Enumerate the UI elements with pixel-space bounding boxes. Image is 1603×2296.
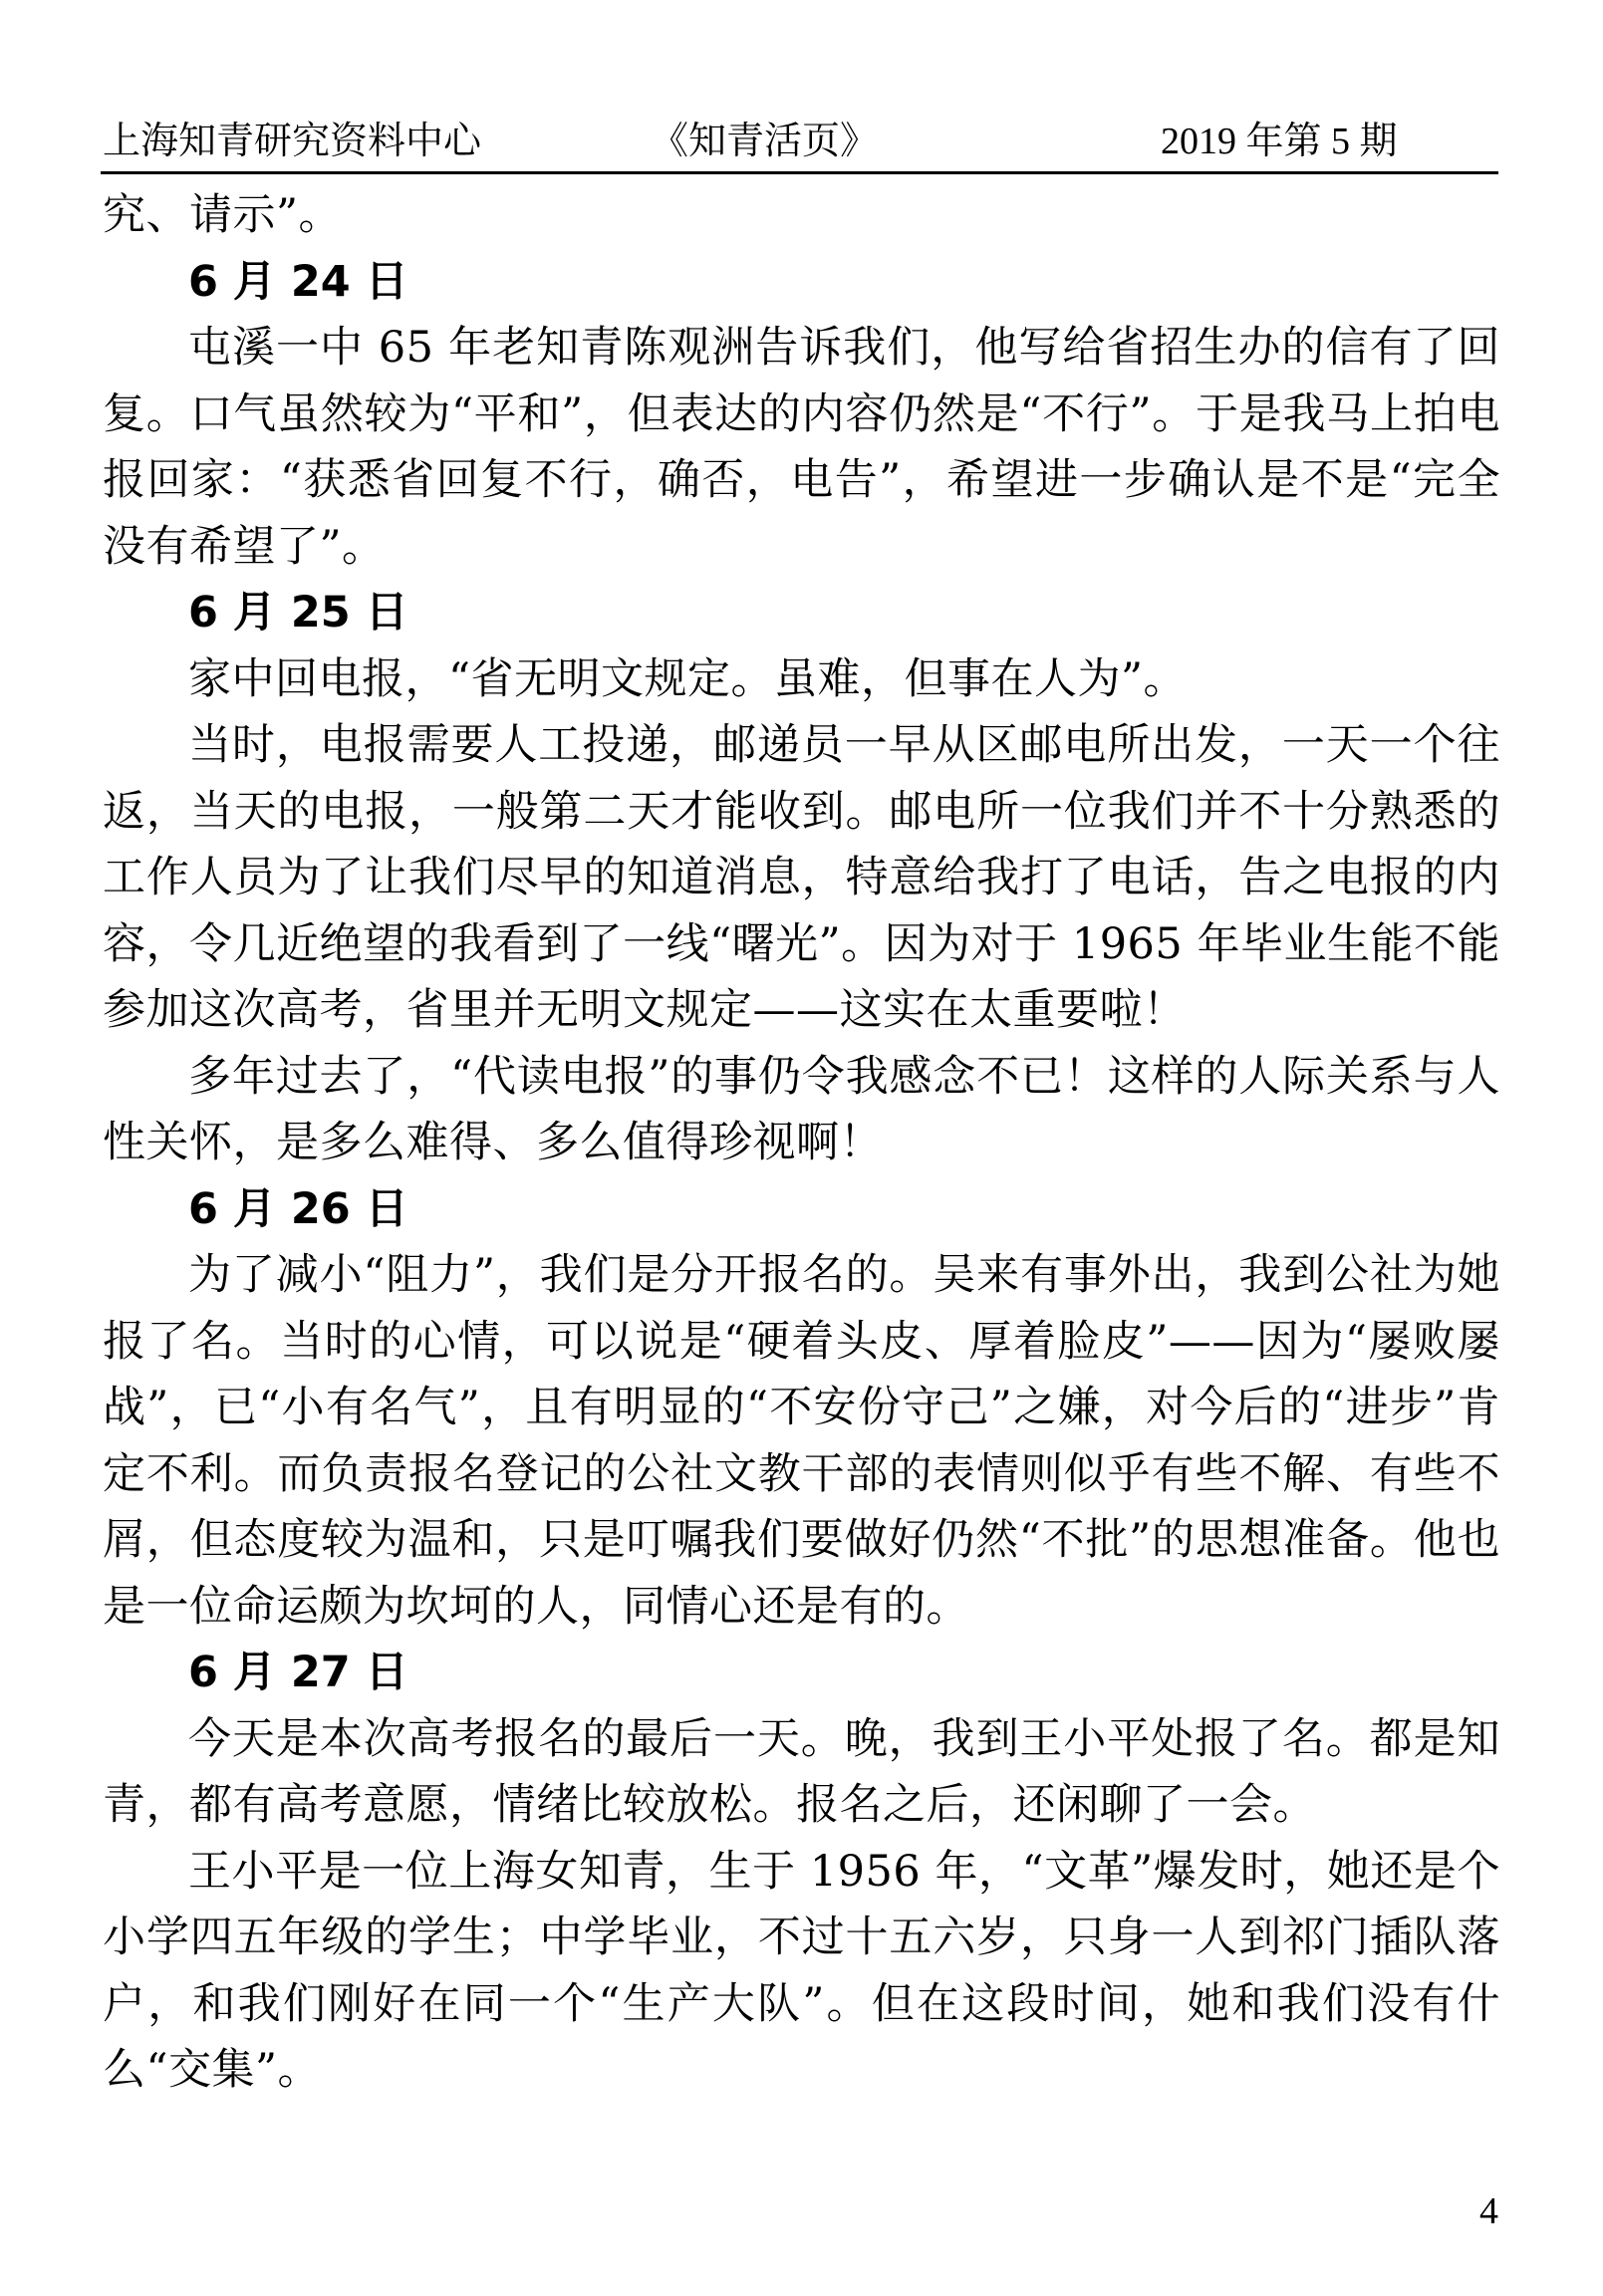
date-heading: 6 月 25 日 <box>188 588 408 638</box>
paragraph: 家中回电报，“省无明文规定。虽难，但事在人为”。 <box>188 653 1187 704</box>
header-rule <box>101 171 1498 174</box>
paragraph: 为了减小“阻力”，我们是分开报名的。吴来有事外出，我到公社为她报了名。当时的心情，可以说是“硬着头皮、厚着脸皮”——因为“屡败屡战”，已“小有名气”，且有明显的“不安份守己”之嫌，对今后的“进步”肯定不利。而负责报名登记的公社文教干部的表情则似乎有些不解、有些不屑，但态度较为温和，只是叮嘱我们要做好仍然“不批”的思想准备。他也是一位命运颇为坎坷的人，同情心还是有的。 <box>103 1250 1500 1632</box>
paragraph: 当时，电报需要人工投递，邮递员一早从区邮电所出发，一天一个往返，当天的电报，一般第二天才能收到。邮电所一位我们并不十分熟悉的工作人员为了让我们尽早的知道消息，特意给我打了电话，告之电报的内容，令几近绝望的我看到了一线“曙光”。因为对于 1965 年毕业生能不能参加这次高考，省里并无明文规定——这实在太重要啦！ <box>103 720 1500 1035</box>
paragraph: 多年过去了，“代读电报”的事仍令我感念不已！这样的人际关系与人性关怀，是多么难得、多么值得珍视啊！ <box>103 1051 1500 1167</box>
date-heading: 6 月 24 日 <box>188 256 408 307</box>
header-issue: 2019 年第 5 期 <box>1161 121 1398 162</box>
date-heading: 6 月 27 日 <box>188 1648 408 1697</box>
article-body <box>103 182 1500 2104</box>
page-number: 4 <box>1479 2190 1498 2232</box>
paragraph: 王小平是一位上海女知青，生于 1956 年，“文革”爆发时，她还是个小学四五年级的学生；中学毕业，不过十五六岁，只身一人到祁门插队落户，和我们刚好在同一个“生产大队”。但在这段时间，她和我们没有什么“交集”。 <box>103 1846 1500 2095</box>
paragraph-continued: 究、请示”。 <box>103 190 342 240</box>
date-heading: 6 月 26 日 <box>188 1183 408 1234</box>
page-header <box>103 114 1498 169</box>
paragraph: 今天是本次高考报名的最后一天。晚，我到王小平处报了名。都是知青，都有高考意愿，情绪比较放松。报名之后，还闲聊了一会。 <box>103 1713 1500 1830</box>
header-publication-title: 《知青活页》 <box>651 121 879 162</box>
header-source: 上海知青研究资料中心 <box>103 121 482 162</box>
paragraph: 屯溪一中 65 年老知青陈观洲告诉我们，他写给省招生办的信有了回复。口气虽然较为“平和”，但表达的内容仍然是“不行”。于是我马上拍电报回家：“获悉省回复不行，确否，电告”，希望进一步确认是不是“完全没有希望了”。 <box>103 323 1500 572</box>
